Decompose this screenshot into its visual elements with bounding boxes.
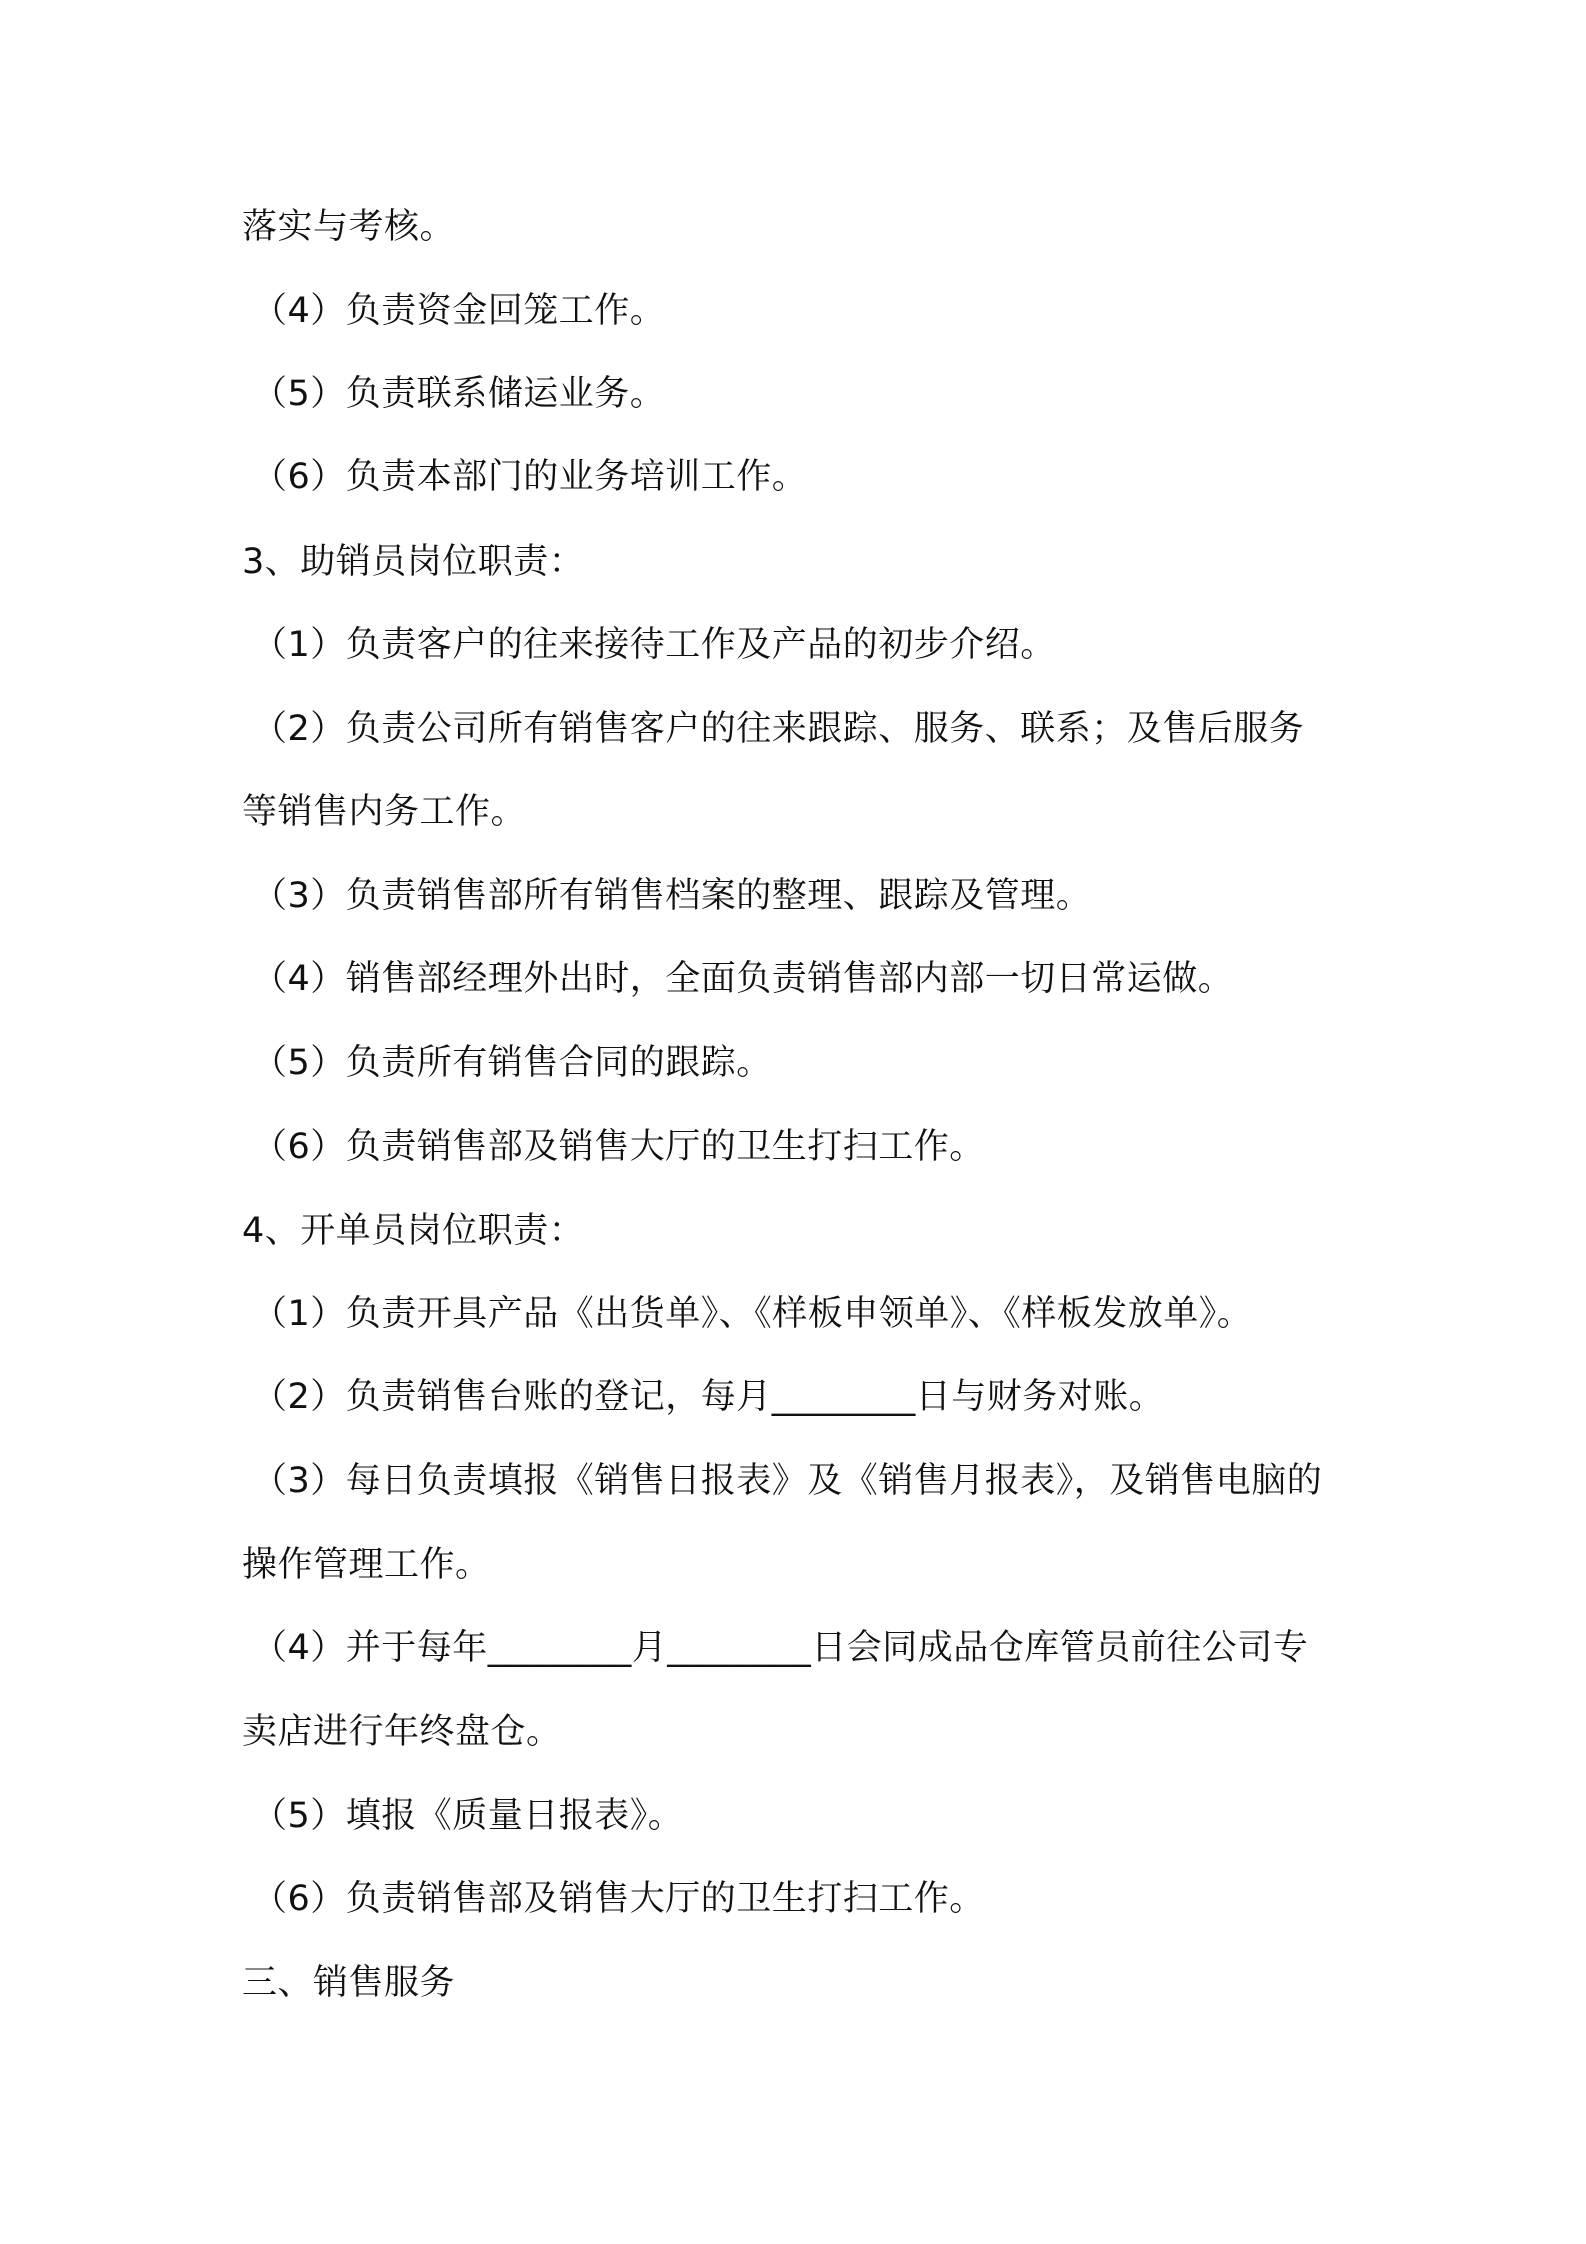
list-item: （5）填报《质量日报表》。 [252,1796,684,1836]
text-line: 卖店进行年终盘仓。 [242,1712,562,1752]
section-heading: 三、销售服务 [242,1963,456,2003]
text-line: 等销售内务工作。 [242,792,527,832]
section-heading: 3、助销员岗位职责： [242,542,585,582]
list-item: （6）负责本部门的业务培训工作。 [252,457,808,497]
list-item: （4）负责资金回笼工作。 [252,291,666,331]
list-item: （1）负责开具产品《出货单》、《样板申领单》、《样板发放单》。 [252,1294,1253,1334]
list-item: （5）负责联系储运业务。 [252,374,666,414]
list-item: （3）每日负责填报《销售日报表》及《销售月报表》，及销售电脑的 [252,1461,1323,1501]
list-item: （5）负责所有销售合同的跟踪。 [252,1043,772,1083]
list-item: （6）负责销售部及销售大厅的卫生打扫工作。 [252,1879,985,1919]
list-item: （2）负责公司所有销售客户的往来跟踪、服务、联系；及售后服务 [252,709,1305,749]
list-item: （6）负责销售部及销售大厅的卫生打扫工作。 [252,1127,985,1167]
text-line: 落实与考核。 [242,207,456,247]
list-item: （4）销售部经理外出时，全面负责销售部内部一切日常运做。 [252,959,1234,999]
list-item: （2）负责销售台账的登记，每月________日与财务对账。 [252,1377,1165,1417]
text-line: 操作管理工作。 [242,1545,491,1585]
section-heading: 4、开单员岗位职责： [242,1211,585,1251]
list-item: （4）并于每年________月________日会同成品仓库管员前往公司专 [252,1628,1309,1668]
list-item: （3）负责销售部所有销售档案的整理、跟踪及管理。 [252,876,1092,916]
list-item: （1）负责客户的往来接待工作及产品的初步介绍。 [252,625,1056,665]
